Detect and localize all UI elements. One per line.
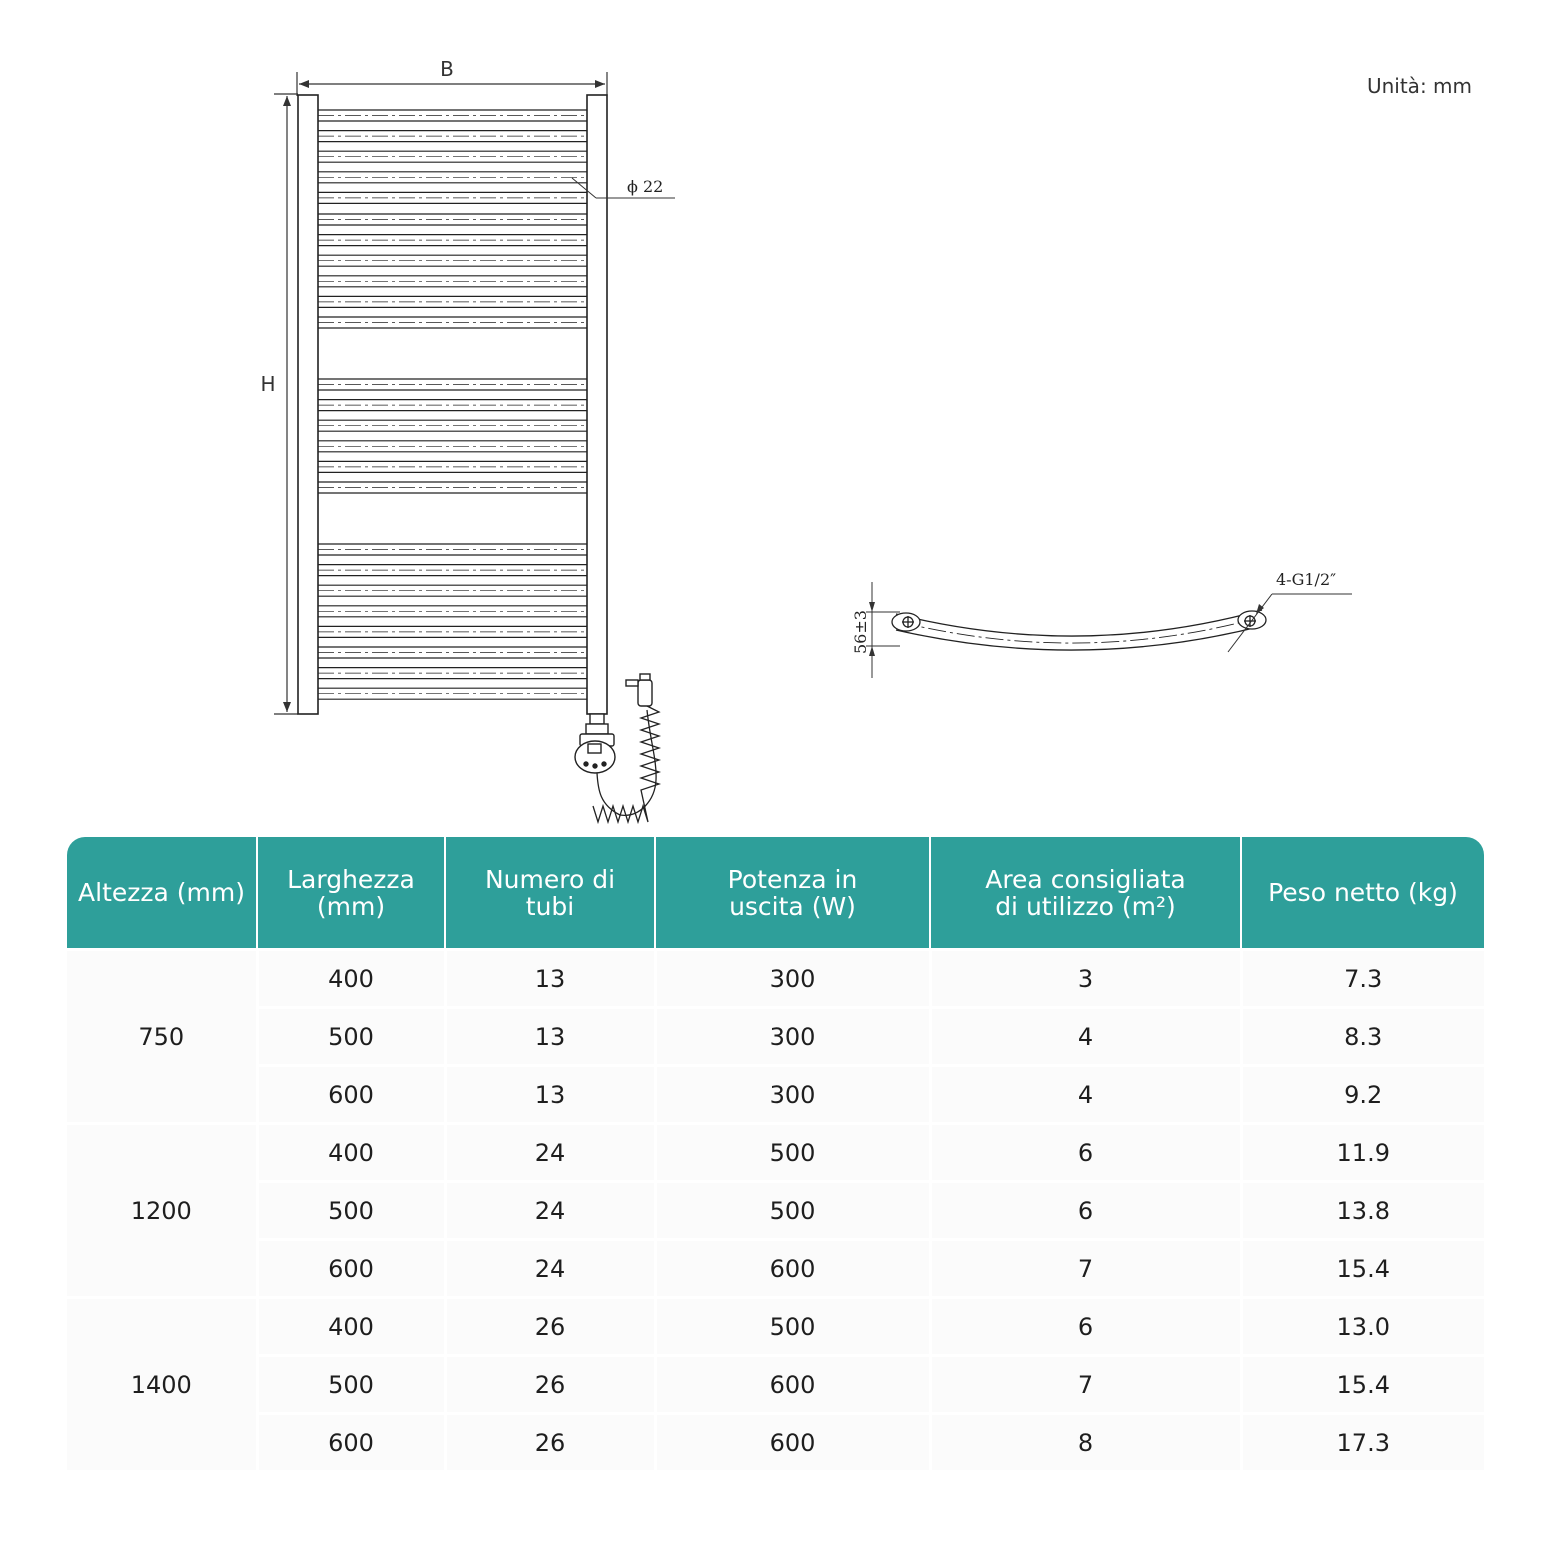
- table-cell: 6: [930, 1124, 1241, 1182]
- width-label: B: [440, 57, 454, 81]
- table-cell: 400: [257, 950, 445, 1008]
- header-text: Potenza in: [727, 864, 858, 894]
- table-cell: 26: [445, 1414, 655, 1471]
- column-header: [445, 837, 655, 950]
- table-cell: 13.0: [1241, 1298, 1484, 1356]
- table-cell: 6: [930, 1298, 1241, 1356]
- table-cell: 24: [445, 1240, 655, 1298]
- table-cell: 8.3: [1241, 1008, 1484, 1066]
- heating-element: [575, 714, 615, 773]
- header-text: Peso netto (kg): [1268, 878, 1458, 907]
- table-cell: 15.4: [1241, 1356, 1484, 1414]
- table-row: [67, 1008, 1484, 1066]
- table-row: [67, 1356, 1484, 1414]
- table-header-row: [67, 837, 1484, 950]
- table-cell: 3: [930, 950, 1241, 1008]
- table-cell: 500: [655, 1124, 930, 1182]
- height-label: H: [260, 372, 276, 396]
- table-cell: 600: [655, 1414, 930, 1471]
- table-cell: 7: [930, 1240, 1241, 1298]
- header-text: uscita (W): [729, 891, 856, 921]
- table-cell: 13: [445, 950, 655, 1008]
- table-cell: 26: [445, 1356, 655, 1414]
- table-cell: 13: [445, 1008, 655, 1066]
- spec-table: [67, 837, 1484, 1470]
- table-row: [67, 1414, 1484, 1471]
- connection-label: 4-G1/2″: [1276, 570, 1337, 589]
- table-cell: 600: [257, 1066, 445, 1124]
- radiator-top-view: [892, 610, 1266, 650]
- header-text: Numero di: [484, 864, 616, 894]
- table-cell: 600: [257, 1414, 445, 1471]
- table-cell: 500: [257, 1356, 445, 1414]
- header-text: tubi: [525, 891, 575, 921]
- table-cell: 600: [655, 1240, 930, 1298]
- table-row: [67, 1066, 1484, 1124]
- header-text: Larghezza: [287, 864, 415, 894]
- column-header: [257, 837, 445, 950]
- table-row: [67, 1240, 1484, 1298]
- table-cell: 13: [445, 1066, 655, 1124]
- radiator-front-view: [298, 95, 607, 714]
- table-cell: 17.3: [1241, 1414, 1484, 1471]
- table-cell: 300: [655, 1066, 930, 1124]
- table-cell: 500: [655, 1182, 930, 1240]
- height-dimension: [274, 94, 298, 714]
- table-cell: 4: [930, 1008, 1241, 1066]
- table-cell: 7.3: [1241, 950, 1484, 1008]
- height-cell: 750: [67, 950, 257, 1124]
- table-cell: 500: [655, 1298, 930, 1356]
- table-row: [67, 950, 1484, 1008]
- table-cell: 26: [445, 1298, 655, 1356]
- table-cell: 500: [257, 1008, 445, 1066]
- table-cell: 600: [257, 1240, 445, 1298]
- table-cell: 300: [655, 950, 930, 1008]
- height-cell: 1200: [67, 1124, 257, 1298]
- header-text: Altezza (mm): [78, 878, 245, 907]
- table-cell: 300: [655, 1008, 930, 1066]
- depth-dimension: [866, 582, 900, 678]
- table-cell: 6: [930, 1182, 1241, 1240]
- depth-label: 56±3: [851, 610, 870, 654]
- tube-diameter-label: ϕ 22: [627, 177, 664, 196]
- header-text: (mm): [316, 891, 386, 921]
- column-header: [655, 837, 930, 950]
- table-cell: 400: [257, 1124, 445, 1182]
- table-cell: 9.2: [1241, 1066, 1484, 1124]
- unit-note: Unità: mm: [1366, 74, 1472, 98]
- table-row: [67, 1298, 1484, 1356]
- height-cell: 1400: [67, 1298, 257, 1471]
- column-header: [930, 837, 1241, 950]
- table-cell: 11.9: [1241, 1124, 1484, 1182]
- table-cell: 4: [930, 1066, 1241, 1124]
- column-header: [67, 837, 257, 950]
- header-text: Area consigliata: [985, 864, 1186, 894]
- table-row: [67, 1182, 1484, 1240]
- table-cell: 13.8: [1241, 1182, 1484, 1240]
- column-header: [1241, 837, 1484, 950]
- table-cell: 8: [930, 1414, 1241, 1471]
- table-row: [67, 1124, 1484, 1182]
- table-cell: 24: [445, 1124, 655, 1182]
- header-text: di utilizzo (m²): [995, 891, 1176, 921]
- table-cell: 600: [655, 1356, 930, 1414]
- table-cell: 15.4: [1241, 1240, 1484, 1298]
- table-cell: 24: [445, 1182, 655, 1240]
- power-plug: [626, 674, 652, 706]
- table-cell: 7: [930, 1356, 1241, 1414]
- table-cell: 400: [257, 1298, 445, 1356]
- table-cell: 500: [257, 1182, 445, 1240]
